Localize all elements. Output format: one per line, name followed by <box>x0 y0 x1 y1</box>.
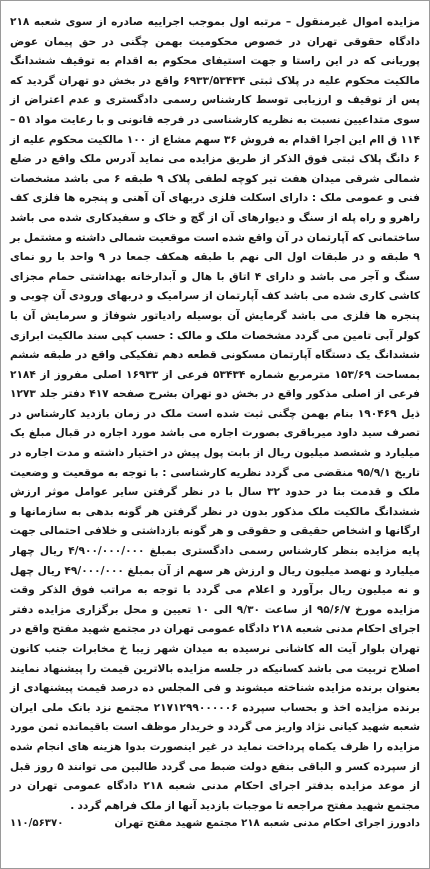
issuer-signature: دادورز اجرای احکام مدنی شعبه ۲۱۸ مجتمع شهید مفتح تهران <box>114 818 420 830</box>
reference-number: ۱۱۰/۵۶۳۷۰ <box>10 818 64 830</box>
notice-footer <box>10 818 420 829</box>
notice-body: مزایده اموال غیرمنقول – مرتبه اول بموجب اجراییه صادره از سوی شعبه ۲۱۸ دادگاه حقوقی تهران در خصوص محکومیت بهمن چگنی در حق پیمان عوض پوریانی که در این راستا و جهت استیفای محکوم به اقدام به توقیف ششدانگ مالکیت محکوم علیه در پلاک ثبتی ۶۹۳۳/۵۳۴۳۴ واقع در بخش دو تهران گردید که پس از توقیف و ارزیابی توسط کارشناس رسمی دادگستری و عدم اعتراض از سوی متداعیین نسبت به نظریه کارشناسی در فرجه قانونی و با رعایت مواد ۵۱ – ۱۱۴ ق اام این اجرا اقدام به فروش ۳۶ سهم مشاع از ۱۰۰ مالکیت محکوم علیه از ۶ دانگ پلاک ثبتی فوق الذکر از طریق مزایده می نماید آدرس ملک واقع در ضلع شمالی شرقی میدان هفت تیر کوچه لطفی پلاک ۹ طبقه ۶ می باشد مشخصات فنی و عمومی ملک : دارای اسکلت فلزی دربهای آن آهنی و پنجره ها فلزی کف راهرو و راه پله از سنگ و دیوارهای آن از گچ و خاک و سفیدکاری شده می باشد ساختمانی که آپارتمان در آن واقع شده است موقعیت شمالی داشته و مشتمل بر ۹ طبقه و در طبقات اول الی نهم با طبقه همکف جمعا در ۹ واحد با رو نمای سنگ و آجر می باشد و دارای ۴ اتاق با هال و آبدارخانه بهداشتی حمام مجزای کاشی کاری شده می باشد کف آپارتمان از سرامیک و دربهای ورودی آن چوبی و پنجره ها فلزی می باشد گرمایش آن بوسیله رادیاتور شوفاژ و سرمایش آن با کولر آبی تامین می گردد مشخصات ملک و مالک : حسب کپی سند مالکیت ابرازی ششدانگ یک دستگاه آپارتمان مسکونی قطعه دهم تفکیکی واقع در طبقه ششم بمساحت ۱۵۳/۶۹ مترمربع شماره ۵۳۴۳۴ فرعی از ۱۶۹۳۳ اصلی مفروز از ۲۱۸۴ فرعی از اصلی مذکور واقع در بخش دو تهران بشرح صفحه ۴۱۷ دفتر جلد ۱۲۷۳ ذیل ۱۹۰۴۶۹ بنام بهمن چگنی ثبت شده است ملک در زمان بازدید کارشناس در تصرف سید داود میرباقری بصورت اجاره می باشد مورد اجاره در قبال مبلغ یک میلیارد و ششصد میلیون ریال از بابت پول پیش در اختیار داشته و مدت اجاره در تاریخ ۹۵/۹/۱ منقضی می گردد نظریه کارشناسی : با توجه به موقعیت و وضعیت ملک و قدمت بنا در حدود ۳۲ سال با در نظر گرفتن سایر عوامل موثر ارزش ششدانگ مالکیت ملک مذکور بدون در نظر گرفتن هر گونه بدهی به سازمانها و ارگانها و اشخاص حقیقی و حقوقی و هر گونه بازداشتی و خلافی احتمالی جهت پایه مزایده بنظر کارشناس رسمی دادگستری بمبلغ ۴/۹۰۰/۰۰۰/۰۰۰ ریال چهار میلیارد و نهصد میلیون ریال و ارزش هر سهم از آن بمبلغ ۴۹/۰۰۰/۰۰۰ ریال چهل و نه میلیون ریال برآورد و اعلام می گردد با توجه به مراتب فوق الذکر وقت مزایده مورخ ۹۵/۶/۷ از ساعت ۹/۳۰ الی ۱۰ تعیین و محل برگزاری مزایده دفتر اجرای احکام مدنی شعبه ۲۱۸ دادگاه عمومی تهران در مجتمع شهید مفتح واقع در تهران بلوار آیت اله کاشانی نرسیده به میدان شهر زیبا خ مخابرات جنب کانون اصلاح تربیت می باشد کسانیکه در جلسه مزایده بالاترین قیمت را پیشنهاد نمایند بعنوان برنده مزایده شناخته میشوند و فی المجلس ده درصد قیمت پیشنهادی از برنده مزایده اخذ و بحساب سپرده ۲۱۷۱۲۹۹۰۰۰۰۰۶ مجتمع نزد بانک ملی ایران شعبه شهید کیانی نژاد واریز می گردد و خریدار موظف است باقیمانده ثمن مورد مزایده را ظرف یکماه پرداخت نماید در غیر اینصورت بدوا هزینه های انجام شده از سپرده کسر و الباقی بنفع دولت ضبط می گردد طالبین می توانند ۵ روز قبل از موعد مزایده بدفتر اجرای احکام مدنی شعبه ۲۱۸ دادگاه عمومی تهران در مجتمع شهید مفتح مراجعه تا موجبات بازدید آنها از ملک فراهم گردد . <box>10 16 421 812</box>
